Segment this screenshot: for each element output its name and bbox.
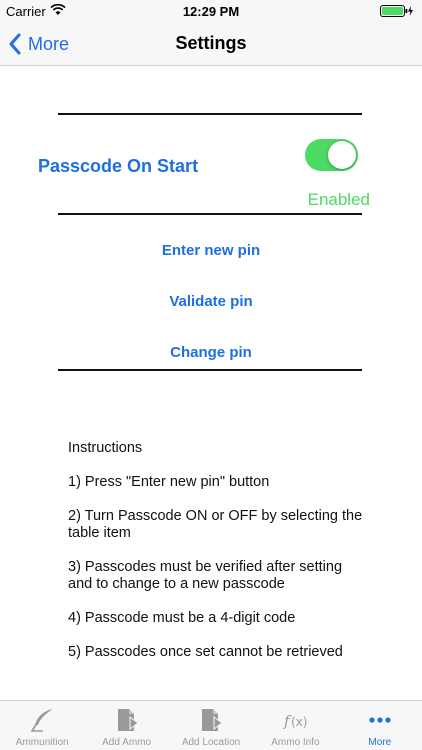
instructions-text xyxy=(68,440,368,678)
carrier-label: Carrier xyxy=(6,4,46,19)
tab-add-ammo[interactable] xyxy=(84,701,168,750)
instruction-item: 4) Passcode must be a 4-digit code xyxy=(68,610,296,626)
status-bar xyxy=(0,0,422,22)
tab-label: Ammunition xyxy=(15,737,69,748)
function-icon xyxy=(282,707,308,733)
tab-label: Add Location xyxy=(181,737,241,748)
battery-icon xyxy=(380,5,414,17)
divider xyxy=(58,213,362,215)
tab-ammo-info[interactable] xyxy=(253,701,337,750)
tab-ammunition[interactable] xyxy=(0,701,84,750)
svg-text:f: f xyxy=(284,712,290,730)
tab-bar xyxy=(0,700,422,750)
enter-new-pin-button[interactable]: Enter new pin xyxy=(161,242,261,259)
tab-label: Add Ammo xyxy=(102,737,152,748)
status-time: 12:29 PM xyxy=(182,4,240,19)
more-icon xyxy=(367,707,393,733)
svg-text:(x): (x) xyxy=(291,715,308,729)
add-document-icon xyxy=(198,707,224,733)
instruction-item: 1) Press "Enter new pin" button xyxy=(68,474,270,490)
passcode-status-label: Enabled xyxy=(307,190,370,209)
tab-label: More xyxy=(368,737,392,748)
divider xyxy=(58,113,362,115)
tab-add-location[interactable] xyxy=(169,701,253,750)
quill-icon xyxy=(29,707,55,733)
passcode-toggle[interactable] xyxy=(305,139,358,171)
add-document-icon xyxy=(114,707,140,733)
change-pin-button[interactable]: Change pin xyxy=(170,344,252,361)
tab-label: Ammo Info xyxy=(271,737,320,748)
instructions-heading: Instructions xyxy=(68,440,143,456)
instruction-item: 2) Turn Passcode ON or OFF by selecting the table item xyxy=(68,508,363,541)
back-button-label: More xyxy=(28,33,70,54)
instruction-item: 3) Passcodes must be verified after setting and to change to a new passcode xyxy=(68,559,343,592)
tab-more[interactable] xyxy=(338,701,422,750)
top-bar xyxy=(0,0,422,66)
passcode-on-start-item[interactable]: Passcode On Start xyxy=(38,156,199,176)
validate-pin-button[interactable]: Validate pin xyxy=(169,293,253,310)
toggle-knob xyxy=(328,141,356,169)
instruction-item: 5) Passcodes once set cannot be retrieved xyxy=(68,644,343,660)
page-title: Settings xyxy=(175,33,247,53)
divider xyxy=(58,369,362,371)
